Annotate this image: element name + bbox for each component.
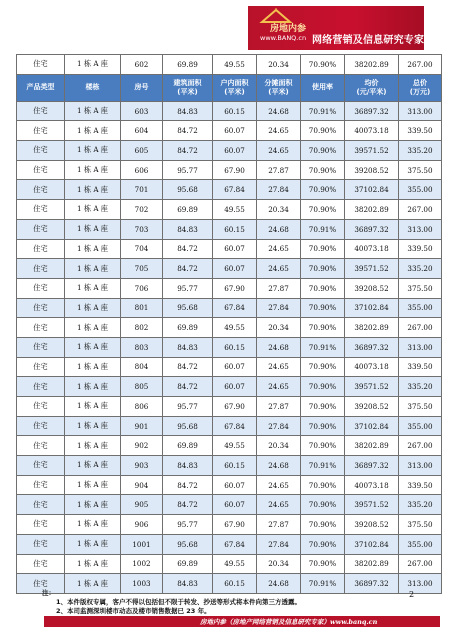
cell-net-area: 49.55 [213,554,257,574]
cell-gross-area: 84.72 [163,121,213,141]
cell-room: 706 [121,278,163,298]
column-header-usage-rate: 使用率 [301,74,345,101]
table-row [17,318,442,338]
cell-shared-area: 24.68 [257,456,301,476]
cell-type: 住宅 [17,495,65,515]
cell-gross-area: 95.68 [163,180,213,200]
cell-room: 905 [121,495,163,515]
cell-shared-area: 24.65 [257,239,301,259]
note-line-1: 1、本件版权专属，客户不得以包括但不限于转发、抄送等形式将本件向第三方透露。 [56,598,302,606]
cell-usage-rate: 70.90% [301,436,345,456]
cell-gross-area: 69.89 [163,554,213,574]
cell-total-price: 267.00 [399,554,442,574]
cell-usage-rate: 70.90% [301,200,345,220]
cell-gross-area: 84.83 [163,337,213,357]
cell-gross-area: 84.72 [163,141,213,161]
cell-shared-area: 24.65 [257,475,301,495]
cell-type: 住宅 [17,101,65,121]
table-row [17,554,442,574]
cell-room: 1003 [121,574,163,594]
cell-total-price: 375.50 [399,515,442,535]
cell-net-area: 60.15 [213,337,257,357]
cell-unit-price: 37102.84 [345,180,399,200]
price-table [16,54,442,594]
cell-room: 901 [121,416,163,436]
cell-gross-area: 95.77 [163,278,213,298]
cell-building: 1 栋 A 座 [65,416,121,436]
cell-shared-area: 24.65 [257,377,301,397]
cell-room: 904 [121,475,163,495]
cell-gross-area: 95.68 [163,416,213,436]
cell-room: 902 [121,436,163,456]
cell-unit-price: 36897.32 [345,456,399,476]
cell-total-price: 267.00 [399,55,442,75]
cell-total-price: 335.20 [399,377,442,397]
cell-building: 1 栋 A 座 [65,554,121,574]
cell-unit-price: 38202.89 [345,55,399,75]
cell-room: 806 [121,397,163,417]
cell-building: 1 栋 A 座 [65,515,121,535]
cell-gross-area: 84.72 [163,377,213,397]
cell-unit-price: 36897.32 [345,574,399,594]
table-row [17,55,442,75]
cell-total-price: 355.00 [399,416,442,436]
cell-unit-price: 40073.18 [345,121,399,141]
table-row [17,101,442,121]
table-row [17,239,442,259]
cell-gross-area: 84.72 [163,357,213,377]
cell-unit-price: 38202.89 [345,318,399,338]
cell-unit-price: 37102.84 [345,298,399,318]
cell-usage-rate: 70.90% [301,298,345,318]
cell-unit-price: 36897.32 [345,101,399,121]
cell-type: 住宅 [17,141,65,161]
logo-name: 房地内参 [270,24,307,34]
cell-net-area: 60.07 [213,357,257,377]
cell-total-price: 375.50 [399,160,442,180]
cell-usage-rate: 70.91% [301,101,345,121]
cell-usage-rate: 70.90% [301,121,345,141]
cell-usage-rate: 70.90% [301,357,345,377]
notes-title: 注： [42,589,55,597]
table-row [17,121,442,141]
cell-total-price: 355.00 [399,534,442,554]
cell-net-area: 67.90 [213,278,257,298]
cell-type: 住宅 [17,475,65,495]
cell-type: 住宅 [17,219,65,239]
cell-net-area: 60.07 [213,495,257,515]
cell-type: 住宅 [17,377,65,397]
cell-usage-rate: 70.90% [301,515,345,535]
column-header-gross-area: 建筑面积 (平米) [163,74,213,101]
cell-building: 1 栋 A 座 [65,357,121,377]
cell-total-price: 335.20 [399,141,442,161]
cell-room: 705 [121,259,163,279]
cell-building: 1 栋 A 座 [65,141,121,161]
cell-unit-price: 39571.52 [345,495,399,515]
cell-net-area: 67.90 [213,160,257,180]
cell-type: 住宅 [17,55,65,75]
table-row [17,298,442,318]
cell-room: 903 [121,456,163,476]
cell-gross-area: 84.83 [163,219,213,239]
cell-net-area: 60.07 [213,475,257,495]
cell-unit-price: 39208.52 [345,160,399,180]
cell-net-area: 49.55 [213,55,257,75]
table-header-row [17,74,442,101]
cell-room: 702 [121,200,163,220]
cell-unit-price: 39208.52 [345,397,399,417]
cell-room: 802 [121,318,163,338]
cell-unit-price: 36897.32 [345,337,399,357]
cell-unit-price: 39208.52 [345,278,399,298]
cell-usage-rate: 70.91% [301,456,345,476]
cell-net-area: 49.55 [213,436,257,456]
cell-type: 住宅 [17,515,65,535]
table-row [17,515,442,535]
column-header-building: 楼栋 [65,74,121,101]
cell-unit-price: 37102.84 [345,534,399,554]
cell-building: 1 栋 A 座 [65,55,121,75]
cell-gross-area: 95.77 [163,160,213,180]
column-header-total-price: 总价 (万元) [399,74,442,101]
cell-type: 住宅 [17,574,65,594]
table-row [17,416,442,436]
cell-net-area: 67.84 [213,416,257,436]
cell-total-price: 339.50 [399,121,442,141]
cell-room: 801 [121,298,163,318]
cell-net-area: 67.90 [213,515,257,535]
cell-shared-area: 20.34 [257,436,301,456]
cell-total-price: 313.00 [399,337,442,357]
cell-building: 1 栋 A 座 [65,337,121,357]
cell-shared-area: 27.87 [257,278,301,298]
cell-net-area: 60.07 [213,121,257,141]
cell-type: 住宅 [17,298,65,318]
cell-gross-area: 84.72 [163,495,213,515]
cell-net-area: 67.84 [213,180,257,200]
column-header-unit-price: 均价 (元/平米) [345,74,399,101]
cell-building: 1 栋 A 座 [65,160,121,180]
cell-shared-area: 20.34 [257,55,301,75]
table-row [17,495,442,515]
column-header-room: 房号 [121,74,163,101]
cell-type: 住宅 [17,318,65,338]
cell-shared-area: 20.34 [257,200,301,220]
cell-building: 1 栋 A 座 [65,377,121,397]
cell-room: 1001 [121,534,163,554]
cell-shared-area: 24.68 [257,337,301,357]
cell-gross-area: 69.89 [163,55,213,75]
cell-gross-area: 84.72 [163,239,213,259]
cell-type: 住宅 [17,397,65,417]
column-header-type: 产品类型 [17,74,65,101]
table-row [17,160,442,180]
cell-total-price: 335.20 [399,495,442,515]
table-row [17,397,442,417]
cell-type: 住宅 [17,456,65,476]
cell-building: 1 栋 A 座 [65,219,121,239]
cell-gross-area: 69.89 [163,436,213,456]
cell-total-price: 313.00 [399,574,442,594]
footer-text: 房地内参（房地产网络营销及信息研究专家）www.banq.cn [200,618,378,626]
cell-building: 1 栋 A 座 [65,259,121,279]
cell-building: 1 栋 A 座 [65,574,121,594]
table-row [17,377,442,397]
cell-room: 604 [121,121,163,141]
cell-usage-rate: 70.90% [301,259,345,279]
cell-unit-price: 40073.18 [345,239,399,259]
cell-total-price: 335.20 [399,259,442,279]
cell-unit-price: 38202.89 [345,554,399,574]
cell-shared-area: 24.68 [257,101,301,121]
cell-type: 住宅 [17,121,65,141]
cell-net-area: 60.07 [213,141,257,161]
cell-net-area: 60.15 [213,456,257,476]
cell-building: 1 栋 A 座 [65,475,121,495]
cell-usage-rate: 70.90% [301,55,345,75]
column-header-net-area: 户内面积 (平米) [213,74,257,101]
cell-type: 住宅 [17,436,65,456]
cell-unit-price: 39571.52 [345,377,399,397]
cell-type: 住宅 [17,200,65,220]
cell-building: 1 栋 A 座 [65,534,121,554]
cell-total-price: 375.50 [399,397,442,417]
cell-gross-area: 95.68 [163,298,213,318]
cell-usage-rate: 70.90% [301,160,345,180]
table-row [17,475,442,495]
cell-gross-area: 84.72 [163,259,213,279]
cell-total-price: 339.50 [399,475,442,495]
cell-net-area: 49.55 [213,318,257,338]
cell-shared-area: 27.84 [257,416,301,436]
cell-total-price: 355.00 [399,180,442,200]
cell-usage-rate: 70.90% [301,278,345,298]
cell-room: 803 [121,337,163,357]
cell-gross-area: 69.89 [163,318,213,338]
page-header [0,0,462,52]
cell-room: 1002 [121,554,163,574]
cell-building: 1 栋 A 座 [65,278,121,298]
cell-building: 1 栋 A 座 [65,456,121,476]
cell-unit-price: 37102.84 [345,416,399,436]
cell-shared-area: 27.84 [257,180,301,200]
cell-shared-area: 24.65 [257,357,301,377]
cell-total-price: 355.00 [399,298,442,318]
cell-unit-price: 39208.52 [345,515,399,535]
table-row [17,357,442,377]
cell-room: 703 [121,219,163,239]
cell-type: 住宅 [17,180,65,200]
cell-usage-rate: 70.90% [301,554,345,574]
cell-total-price: 267.00 [399,318,442,338]
cell-type: 住宅 [17,554,65,574]
cell-shared-area: 27.84 [257,534,301,554]
table-row [17,180,442,200]
table-body [17,55,442,594]
cell-room: 606 [121,160,163,180]
cell-type: 住宅 [17,534,65,554]
cell-net-area: 49.55 [213,200,257,220]
cell-shared-area: 24.65 [257,495,301,515]
cell-room: 605 [121,141,163,161]
cell-unit-price: 38202.89 [345,436,399,456]
cell-room: 804 [121,357,163,377]
cell-building: 1 栋 A 座 [65,180,121,200]
cell-room: 701 [121,180,163,200]
cell-type: 住宅 [17,278,65,298]
cell-building: 1 栋 A 座 [65,298,121,318]
cell-shared-area: 24.65 [257,141,301,161]
cell-total-price: 339.50 [399,239,442,259]
brand-slogan: 网络营销及信息研究专家 [312,35,425,46]
cell-building: 1 栋 A 座 [65,495,121,515]
table-row [17,456,442,476]
cell-unit-price: 39571.52 [345,259,399,279]
cell-gross-area: 95.77 [163,397,213,417]
cell-shared-area: 24.65 [257,121,301,141]
cell-usage-rate: 70.90% [301,180,345,200]
cell-usage-rate: 70.90% [301,141,345,161]
cell-total-price: 313.00 [399,219,442,239]
cell-building: 1 栋 A 座 [65,436,121,456]
cell-unit-price: 40073.18 [345,357,399,377]
cell-type: 住宅 [17,416,65,436]
cell-total-price: 339.50 [399,357,442,377]
cell-type: 住宅 [17,259,65,279]
cell-net-area: 60.15 [213,101,257,121]
cell-shared-area: 27.87 [257,160,301,180]
cell-total-price: 313.00 [399,456,442,476]
note-line-2: 2、本司监测深圳楼市动态及楼市销售数据已 23 年。 [56,607,211,615]
cell-unit-price: 39571.52 [345,141,399,161]
cell-usage-rate: 70.90% [301,495,345,515]
cell-shared-area: 27.87 [257,515,301,535]
cell-net-area: 60.07 [213,377,257,397]
cell-total-price: 313.00 [399,101,442,121]
table-row [17,259,442,279]
cell-usage-rate: 70.90% [301,416,345,436]
cell-net-area: 60.07 [213,239,257,259]
cell-usage-rate: 70.91% [301,574,345,594]
column-header-shared-area: 分摊面积 (平米) [257,74,301,101]
cell-unit-price: 36897.32 [345,219,399,239]
cell-shared-area: 24.65 [257,259,301,279]
notes [44,589,301,616]
table-row [17,337,442,357]
table-row [17,278,442,298]
cell-shared-area: 20.34 [257,554,301,574]
table-row [17,200,442,220]
cell-usage-rate: 70.90% [301,318,345,338]
cell-usage-rate: 70.91% [301,337,345,357]
cell-net-area: 60.15 [213,219,257,239]
table-row [17,436,442,456]
cell-gross-area: 84.72 [163,475,213,495]
cell-gross-area: 84.83 [163,574,213,594]
cell-room: 906 [121,515,163,535]
cell-building: 1 栋 A 座 [65,121,121,141]
cell-gross-area: 95.77 [163,515,213,535]
cell-gross-area: 84.83 [163,456,213,476]
cell-room: 704 [121,239,163,259]
cell-usage-rate: 70.90% [301,377,345,397]
cell-usage-rate: 70.91% [301,219,345,239]
table-row [17,219,442,239]
cell-net-area: 60.07 [213,259,257,279]
cell-net-area: 60.15 [213,574,257,594]
cell-total-price: 267.00 [399,436,442,456]
cell-type: 住宅 [17,160,65,180]
cell-net-area: 67.84 [213,298,257,318]
cell-total-price: 267.00 [399,200,442,220]
cell-shared-area: 20.34 [257,318,301,338]
cell-usage-rate: 70.90% [301,475,345,495]
cell-total-price: 375.50 [399,278,442,298]
cell-net-area: 67.90 [213,397,257,417]
page-number: 2 [409,590,415,599]
cell-type: 住宅 [17,337,65,357]
cell-building: 1 栋 A 座 [65,200,121,220]
cell-gross-area: 69.89 [163,200,213,220]
cell-gross-area: 84.83 [163,101,213,121]
table-row [17,141,442,161]
cell-shared-area: 24.68 [257,574,301,594]
cell-shared-area: 27.84 [257,298,301,318]
cell-shared-area: 24.68 [257,219,301,239]
cell-room: 603 [121,101,163,121]
cell-usage-rate: 70.90% [301,397,345,417]
cell-usage-rate: 70.90% [301,534,345,554]
cell-building: 1 栋 A 座 [65,318,121,338]
cell-shared-area: 27.87 [257,397,301,417]
cell-net-area: 67.84 [213,534,257,554]
cell-room: 602 [121,55,163,75]
cell-type: 住宅 [17,357,65,377]
logo-url: www.BANQ.cn [260,34,307,42]
table-row [17,534,442,554]
cell-building: 1 栋 A 座 [65,101,121,121]
cell-building: 1 栋 A 座 [65,239,121,259]
cell-usage-rate: 70.90% [301,239,345,259]
cell-room: 805 [121,377,163,397]
cell-type: 住宅 [17,239,65,259]
cell-building: 1 栋 A 座 [65,397,121,417]
cell-unit-price: 40073.18 [345,475,399,495]
cell-gross-area: 95.68 [163,534,213,554]
cell-unit-price: 38202.89 [345,200,399,220]
